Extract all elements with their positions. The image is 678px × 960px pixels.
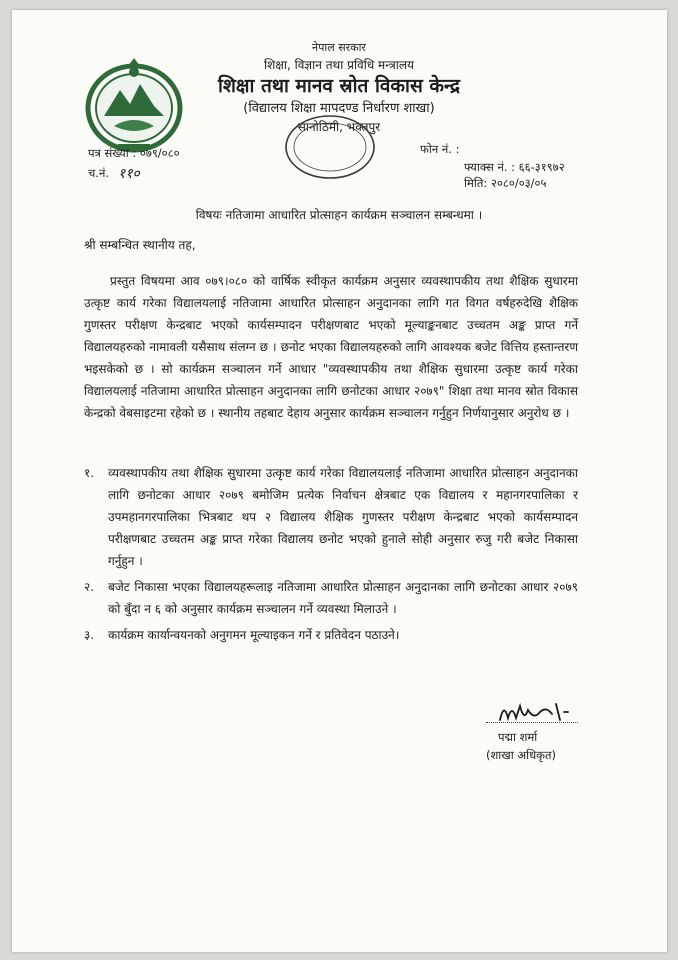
list-item: [84, 462, 578, 572]
signatory-designation: (शाखा अधिकृत): [486, 748, 557, 762]
section-name: (विद्यालय शिक्षा मापदण्ड निर्धारण शाखा): [243, 101, 435, 116]
list-item: [84, 624, 578, 646]
body-paragraph: प्रस्तुत विषयमा आव ०७९।०८० को वार्षिक स्वीकृत कार्यक्रम अनुसार व्यवस्थापकीय तथा शैक्षिक सुधारमा उत्कृष्ट कार्य गरेका विद्यालयलाई नतिजामा आधारित प्रोत्साहन अनुदानका लागि गत विगत वर्षहरुदेखि शैक्षिक गुणस्तर परीक्षण केन्द्रबाट भएको कार्यसम्पादन परीक्षणबाट भएको मूल्याङ्कनबाट उच्चतम अङ्क प्राप्त गर्ने विद्यालयहरुको नामावली यसैसाथ संलग्न छ । छनोट भएका विद्यालयहरुको लागि आवश्यक बजेट वित्तिय हस्तान्तरण भइसकेको छ । सो कार्यक्रम सञ्चालन गर्ने आधार "व्यवस्थापकीय तथा शैक्षिक सुधारमा उत्कृष्ट कार्य गरेका विद्यालयलाई नतिजामा आधारित प्रोत्साहन अनुदानका लागि छनोटका आधार २०७९" शिक्षा तथा मानव स्रोत विकास केन्द्रको वेबसाइटमा रहेको छ । स्थानीय तहबाट देहाय अनुसार कार्यक्रम सञ्चालन गर्नुहुन निर्णयानुसार अनुरोध छ ।: [84, 274, 578, 420]
government-name: नेपाल सरकार: [312, 41, 366, 54]
dispatch-number-value: ११०: [118, 166, 140, 182]
instruction-list: [84, 462, 578, 650]
addressee: श्री सम्बन्धित स्थानीय तह,: [84, 238, 196, 252]
dispatch-number-label: च.नं.: [88, 166, 109, 180]
office-location: सानोठिमी, भक्तपुर: [297, 120, 381, 134]
fax-number: फ्याक्स नं. : ६६-३१९७२: [464, 160, 565, 174]
list-item-number: ३.: [84, 628, 95, 642]
center-name: शिक्षा तथा मानव स्रोत विकास केन्द्र: [218, 75, 460, 97]
list-item-number: २.: [84, 580, 95, 594]
office-stamp-icon: [282, 112, 378, 182]
letter-number: पत्र संख्या : ०७९/०८०: [88, 146, 180, 160]
list-item: [84, 576, 578, 620]
list-item-text: बजेट निकासा भएका विद्यालयहरूलाइ नतिजामा आधारित प्रोत्साहन अनुदानका लागि छनोटका आधार २०७९ को बुँदा न ६ को अनुसार कार्यक्रम सञ्चालन गर्ने व्यवस्था मिलाउने ।: [108, 580, 578, 616]
list-item-number: १.: [84, 466, 95, 480]
signatory-name: पद्मा शर्मा: [498, 730, 538, 744]
letter-date: मिति: २०८०/०३/०५: [464, 176, 547, 190]
list-item-text: कार्यक्रम कार्यान्वयनको अनुगमन मूल्याइकन गर्ने र प्रतिवेदन पठाउने।: [108, 628, 400, 642]
list-item-text: व्यवस्थापकीय तथा शैक्षिक सुधारमा उत्कृष्ट कार्य गरेका विद्यालयलाई नतिजामा आधारित प्रोत्साहन अनुदानका लागि छनोटका आधार २०७९ बमोजिम प्रत्येक निर्वाचन क्षेत्रबाट एक विद्यालय र महानगरपालिका र उपमहानगरपालिका भित्रबाट थप २ विद्यालय शैक्षिक गुणस्तर परीक्षण केन्द्रबाट भएको कार्यसम्पादन परीक्षणबाट उच्चतम अङ्क प्राप्त गरेका विद्यालय छनोट भएको हुनाले सोही अनुसार रुजु गरी बजेट निकासा गर्नुहुन ।: [108, 466, 578, 568]
letter-subject: विषयः नतिजामा आधारित प्रोत्साहन कार्यक्रम सञ्चालन सम्बन्धमा ।: [195, 208, 483, 222]
phone-number: फोन नं. :: [420, 142, 460, 156]
ministry-name: शिक्षा, विज्ञान तथा प्रविधि मन्त्रालय: [264, 58, 414, 72]
signature-line: [486, 722, 578, 723]
